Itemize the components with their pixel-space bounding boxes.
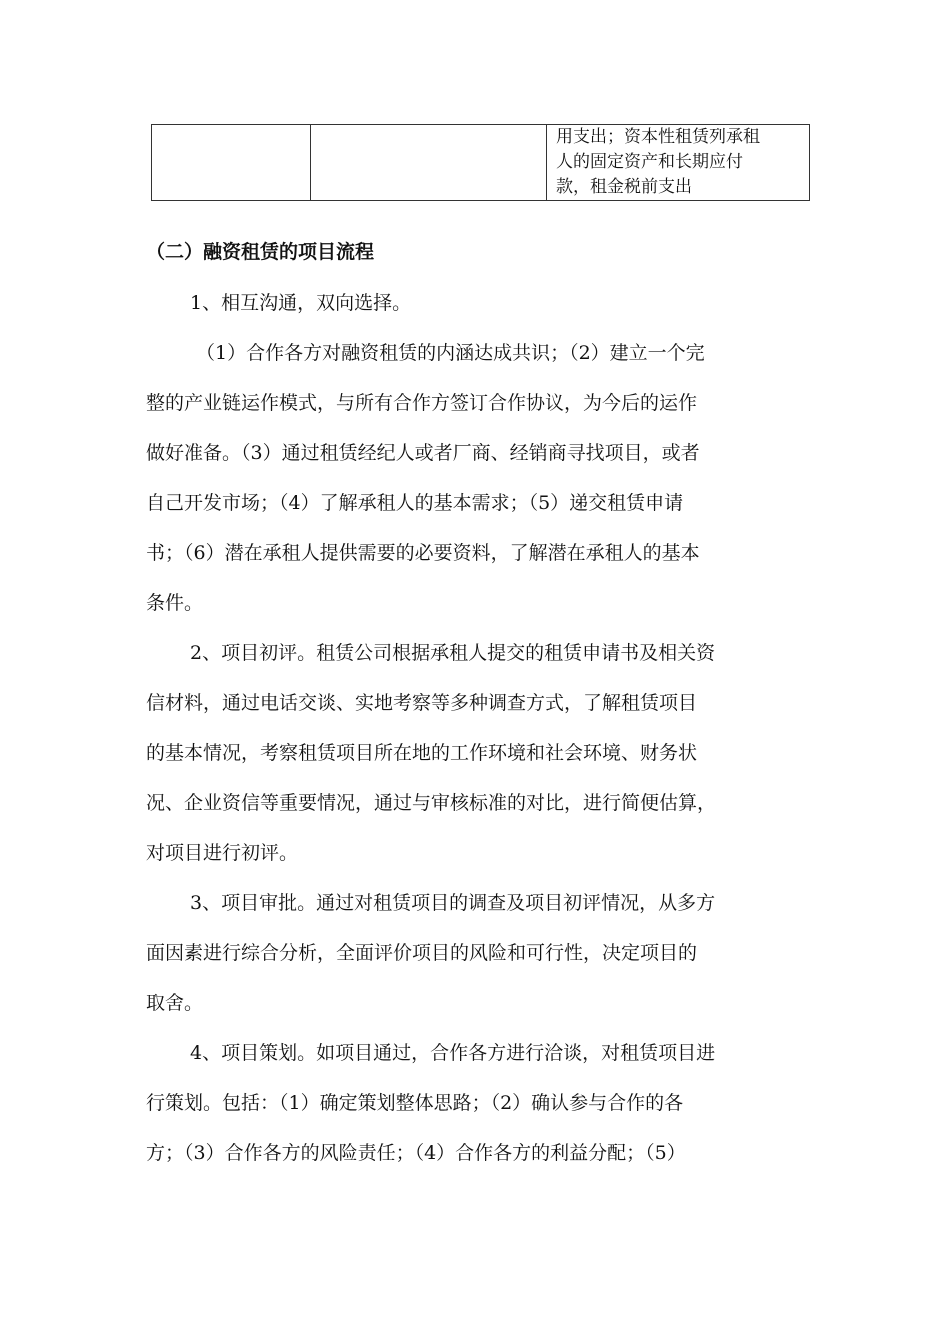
paragraph-line: 3、项目审批。通过对租赁项目的调查及项目初评情况，从多方 (190, 892, 716, 914)
paragraph-line: 做好准备。（3）通过租赁经纪人或者厂商、经销商寻找项目，或者 (146, 442, 700, 464)
paragraph-line: 整的产业链运作模式，与所有合作方签订合作协议，为今后的运作 (146, 392, 698, 414)
paragraph-line: 取舍。 (146, 992, 204, 1014)
paragraph-line: 信材料，通过电话交谈、实地考察等多种调查方式，了解租赁项目 (146, 692, 698, 714)
paragraph-line: 1、相互沟通，双向选择。 (190, 292, 412, 314)
paragraph-line: 书；（6）潜在承租人提供需要的必要资料，了解潜在承租人的基本 (146, 542, 700, 564)
paragraph-line: 2、项目初评。租赁公司根据承租人提交的租赁申请书及相关资 (190, 642, 716, 664)
paragraph-line: 方；（3）合作各方的风险责任；（4）合作各方的利益分配；（5） (146, 1142, 686, 1164)
paragraph-line: 的基本情况，考察租赁项目所在地的工作环境和社会环境、财务状 (146, 742, 698, 764)
table-cell-col3 (547, 125, 810, 201)
table-row (152, 125, 810, 201)
table-cell-col2 (311, 125, 547, 201)
table-cell-text: 用支出；资本性租赁列承租 人的固定资产和长期应付 款，租金税前支出 (556, 127, 760, 197)
continuation-table (151, 124, 810, 201)
table-cell-col1 (152, 125, 311, 201)
paragraph-line: 条件。 (146, 592, 204, 614)
paragraph-line: 行策划。包括：（1）确定策划整体思路；（2）确认参与合作的各 (146, 1092, 684, 1114)
paragraph-line: 对项目进行初评。 (146, 842, 299, 864)
paragraph-line: （1）合作各方对融资租赁的内涵达成共识；（2）建立一个完 (196, 342, 705, 364)
paragraph-line: 况、企业资信等重要情况，通过与审核标准的对比，进行简便估算， (146, 792, 717, 814)
paragraph-line: 自己开发市场；（4）了解承租人的基本需求；（5）递交租赁申请 (146, 492, 684, 514)
section-heading: （二）融资租赁的项目流程 (146, 241, 375, 263)
body-text (146, 278, 826, 1178)
paragraph-line: 4、项目策划。如项目通过，合作各方进行洽谈，对租赁项目进 (190, 1042, 716, 1064)
paragraph-line: 面因素进行综合分析，全面评价项目的风险和可行性，决定项目的 (146, 942, 698, 964)
